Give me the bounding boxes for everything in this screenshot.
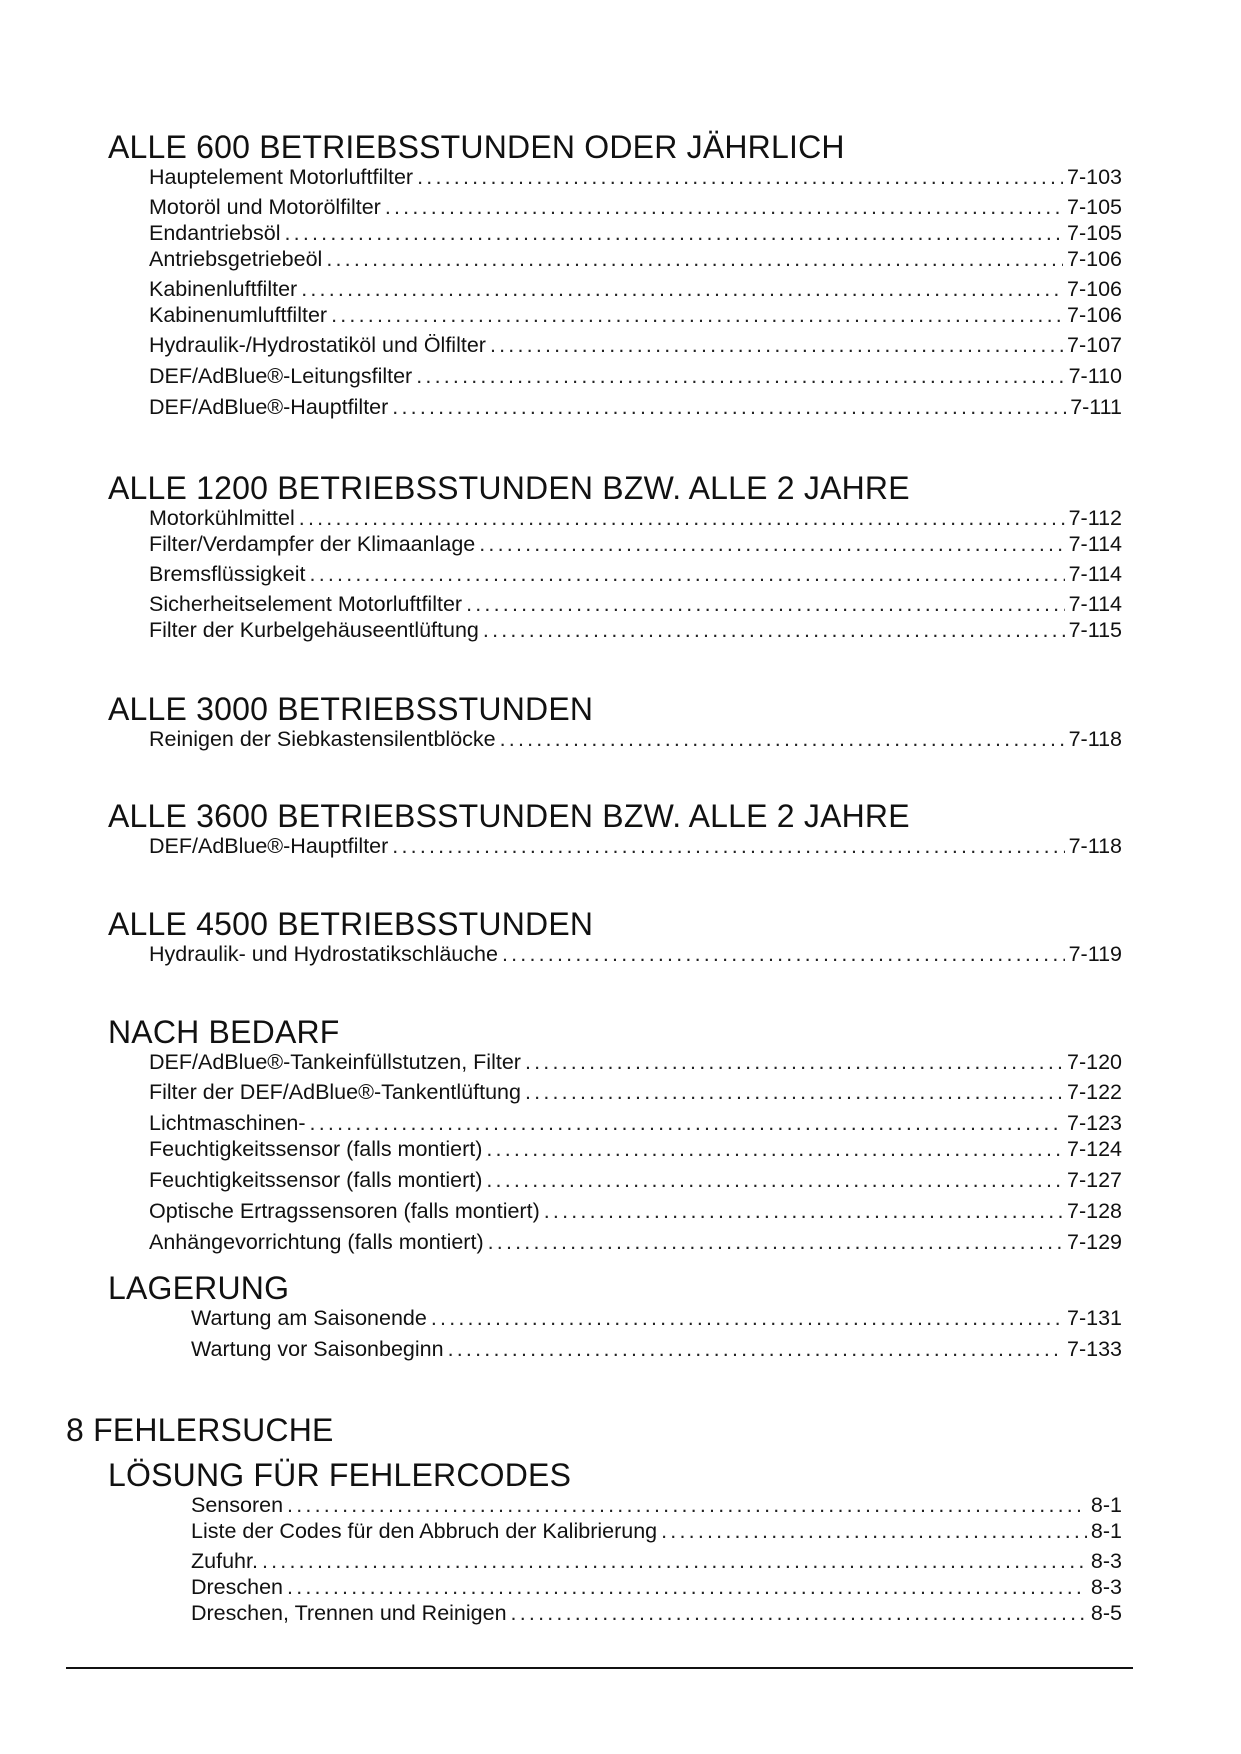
toc-entry-title: Optische Ertragssensoren (falls montiert) xyxy=(149,1199,540,1223)
leader-dots xyxy=(299,505,1065,531)
toc-entry-page: 8-1 xyxy=(1090,1493,1122,1517)
section-heading: LÖSUNG FÜR FEHLERCODES xyxy=(108,1457,572,1493)
toc-entry-title: Filter der DEF/AdBlue®-Tankentlüftung xyxy=(149,1080,521,1104)
toc-entry[interactable] xyxy=(149,1110,1122,1136)
leader-dots xyxy=(661,1518,1087,1544)
toc-entry-title: Lichtmaschinen- xyxy=(149,1111,306,1135)
toc-entry-page: 7-131 xyxy=(1067,1306,1122,1330)
leader-dots xyxy=(486,1136,1063,1162)
toc-entry-page: 8-3 xyxy=(1090,1549,1122,1573)
toc-entry[interactable] xyxy=(191,1492,1122,1518)
section-heading: ALLE 600 BETRIEBSSTUNDEN ODER JÄHRLICH xyxy=(108,129,845,165)
toc-entry-title: Wartung am Saisonende xyxy=(191,1306,427,1330)
toc-entry-page: 7-112 xyxy=(1068,506,1122,530)
toc-entry-title: Feuchtigkeitssensor (falls montiert) xyxy=(149,1137,483,1161)
toc-entry-title: Dreschen xyxy=(191,1575,284,1599)
toc-entry[interactable] xyxy=(149,363,1122,389)
toc-entry[interactable] xyxy=(149,561,1122,587)
toc-entry-page: 7-128 xyxy=(1067,1199,1122,1223)
toc-entry[interactable] xyxy=(149,591,1122,617)
leader-dots xyxy=(486,1167,1063,1193)
toc-entry[interactable] xyxy=(191,1518,1122,1544)
toc-entry[interactable] xyxy=(149,394,1122,420)
leader-dots xyxy=(488,1229,1063,1255)
section-heading: ALLE 3600 BETRIEBSSTUNDEN BZW. ALLE 2 JAHRE xyxy=(108,798,910,834)
toc-entry-title: Anhängevorrichtung (falls montiert) xyxy=(149,1230,484,1254)
toc-entry-title: DEF/AdBlue®-Hauptfilter xyxy=(149,395,389,419)
leader-dots xyxy=(262,1548,1087,1574)
toc-entry[interactable] xyxy=(149,505,1122,531)
leader-dots xyxy=(431,1305,1063,1331)
leader-dots xyxy=(301,276,1063,302)
toc-entry-page: 7-122 xyxy=(1067,1080,1122,1104)
toc-entry-title: Antriebsgetriebeöl xyxy=(149,247,323,271)
toc-entry-title: Zufuhr. xyxy=(191,1549,258,1573)
toc-entry-page: 7-124 xyxy=(1067,1137,1122,1161)
toc-entry-title: Motorkühlmittel xyxy=(149,506,295,530)
toc-entry-page: 7-114 xyxy=(1068,562,1122,586)
toc-entry[interactable] xyxy=(149,332,1122,358)
section-heading: ALLE 3000 BETRIEBSSTUNDEN xyxy=(108,691,594,727)
toc-entry-page: 8-5 xyxy=(1090,1601,1122,1625)
toc-entry-page: 7-133 xyxy=(1067,1337,1122,1361)
toc-entry-page: 7-105 xyxy=(1067,195,1122,219)
toc-entry[interactable] xyxy=(149,276,1122,302)
toc-entry-title: DEF/AdBlue®-Hauptfilter xyxy=(149,834,389,858)
toc-entry-page: 7-103 xyxy=(1067,165,1122,189)
toc-entry-title: Sicherheitselement Motorluftfilter xyxy=(149,592,463,616)
toc-entry[interactable] xyxy=(149,1229,1122,1255)
toc-entry-title: Kabinenluftfilter xyxy=(149,277,298,301)
toc-entry-page: 7-120 xyxy=(1067,1050,1122,1074)
leader-dots xyxy=(544,1198,1063,1224)
chapter-heading: 8 FEHLERSUCHE xyxy=(66,1412,334,1448)
leader-dots xyxy=(392,833,1064,859)
toc-entry-page: 7-129 xyxy=(1067,1230,1122,1254)
toc-entry-page: 7-106 xyxy=(1067,303,1122,327)
leader-dots xyxy=(326,246,1063,272)
toc-entry-page: 7-106 xyxy=(1067,277,1122,301)
leader-dots xyxy=(310,561,1065,587)
leader-dots xyxy=(500,726,1065,752)
leader-dots xyxy=(483,617,1065,643)
toc-entry[interactable] xyxy=(149,164,1122,190)
toc-entry-title: DEF/AdBlue®-Leitungsfilter xyxy=(149,364,413,388)
toc-entry-title: Wartung vor Saisonbeginn xyxy=(191,1337,444,1361)
toc-entry-page: 7-107 xyxy=(1067,333,1122,357)
toc-entry[interactable] xyxy=(149,1079,1122,1105)
toc-entry-page: 7-114 xyxy=(1068,592,1122,616)
leader-dots xyxy=(511,1600,1087,1626)
toc-entry-title: DEF/AdBlue®-Tankeinfüllstutzen, Filter xyxy=(149,1050,521,1074)
toc-entry[interactable] xyxy=(149,1049,1122,1075)
toc-entry-page: 7-105 xyxy=(1067,221,1122,245)
leader-dots xyxy=(417,164,1063,190)
toc-entry-title: Filter der Kurbelgehäuseentlüftung xyxy=(149,618,479,642)
toc-entry-title: Hydraulik- und Hydrostatikschläuche xyxy=(149,942,498,966)
toc-entry-title: Dreschen, Trennen und Reinigen xyxy=(191,1601,507,1625)
toc-entry-page: 7-127 xyxy=(1067,1168,1122,1192)
section-heading: ALLE 1200 BETRIEBSSTUNDEN BZW. ALLE 2 JAHRE xyxy=(108,470,910,506)
toc-entry-page: 8-1 xyxy=(1090,1519,1122,1543)
leader-dots xyxy=(479,531,1064,557)
toc-entry-title: Hauptelement Motorluftfilter xyxy=(149,165,414,189)
toc-entry[interactable] xyxy=(149,833,1122,859)
leader-dots xyxy=(525,1079,1063,1105)
toc-entry[interactable] xyxy=(149,246,1122,272)
toc-entry-title: Feuchtigkeitssensor (falls montiert) xyxy=(149,1168,483,1192)
leader-dots xyxy=(287,1492,1087,1518)
toc-entry[interactable] xyxy=(149,1167,1122,1193)
toc-entry-page: 7-123 xyxy=(1067,1111,1122,1135)
toc-entry[interactable] xyxy=(149,194,1122,220)
leader-dots xyxy=(284,220,1063,246)
leader-dots xyxy=(392,394,1066,420)
toc-entry-title: Kabinenumluftfilter xyxy=(149,303,328,327)
toc-entry-title: Sensoren xyxy=(191,1493,284,1517)
toc-entry-title: Reinigen der Siebkastensilentblöcke xyxy=(149,727,496,751)
toc-entry-page: 7-111 xyxy=(1070,395,1122,419)
leader-dots xyxy=(331,302,1063,328)
leader-dots xyxy=(466,591,1065,617)
toc-entry[interactable] xyxy=(191,1574,1122,1600)
leader-dots xyxy=(416,363,1064,389)
toc-entry-title: Filter/Verdampfer der Klimaanlage xyxy=(149,532,476,556)
toc-entry-title: Motoröl und Motorölfilter xyxy=(149,195,381,219)
toc-entry[interactable] xyxy=(191,1336,1122,1362)
toc-entry-page: 7-119 xyxy=(1068,942,1122,966)
leader-dots xyxy=(448,1336,1063,1362)
toc-entry[interactable] xyxy=(149,726,1122,752)
toc-entry[interactable] xyxy=(149,531,1122,557)
section-heading: LAGERUNG xyxy=(108,1270,290,1306)
leader-dots xyxy=(310,1110,1063,1136)
toc-entry-page: 8-3 xyxy=(1090,1575,1122,1599)
toc-entry-page: 7-114 xyxy=(1068,532,1122,556)
toc-entry[interactable] xyxy=(191,1548,1122,1574)
toc-entry[interactable] xyxy=(149,941,1122,967)
toc-entry-title: Endantriebsöl xyxy=(149,221,281,245)
toc-entry-title: Hydraulik-/Hydrostatiköl und Ölfilter xyxy=(149,333,486,357)
section-heading: ALLE 4500 BETRIEBSSTUNDEN xyxy=(108,906,594,942)
footer-rule xyxy=(66,1667,1133,1669)
toc-entry[interactable] xyxy=(149,220,1122,246)
toc-entry-title: Bremsflüssigkeit xyxy=(149,562,306,586)
toc-entry[interactable] xyxy=(191,1305,1122,1331)
section-heading: NACH BEDARF xyxy=(108,1014,340,1050)
toc-entry[interactable] xyxy=(191,1600,1122,1626)
toc-entry[interactable] xyxy=(149,302,1122,328)
toc-entry-page: 7-115 xyxy=(1068,618,1122,642)
leader-dots xyxy=(287,1574,1087,1600)
toc-entry[interactable] xyxy=(149,617,1122,643)
toc-entry-page: 7-118 xyxy=(1068,727,1122,751)
leader-dots xyxy=(490,332,1063,358)
toc-entry[interactable] xyxy=(149,1136,1122,1162)
toc-entry-title: Liste der Codes für den Abbruch der Kalibrierung xyxy=(191,1519,658,1543)
leader-dots xyxy=(525,1049,1063,1075)
leader-dots xyxy=(385,194,1063,220)
leader-dots xyxy=(502,941,1065,967)
toc-entry-page: 7-106 xyxy=(1067,247,1122,271)
toc-entry-page: 7-110 xyxy=(1068,364,1122,388)
toc-entry[interactable] xyxy=(149,1198,1122,1224)
toc-entry-page: 7-118 xyxy=(1068,834,1122,858)
